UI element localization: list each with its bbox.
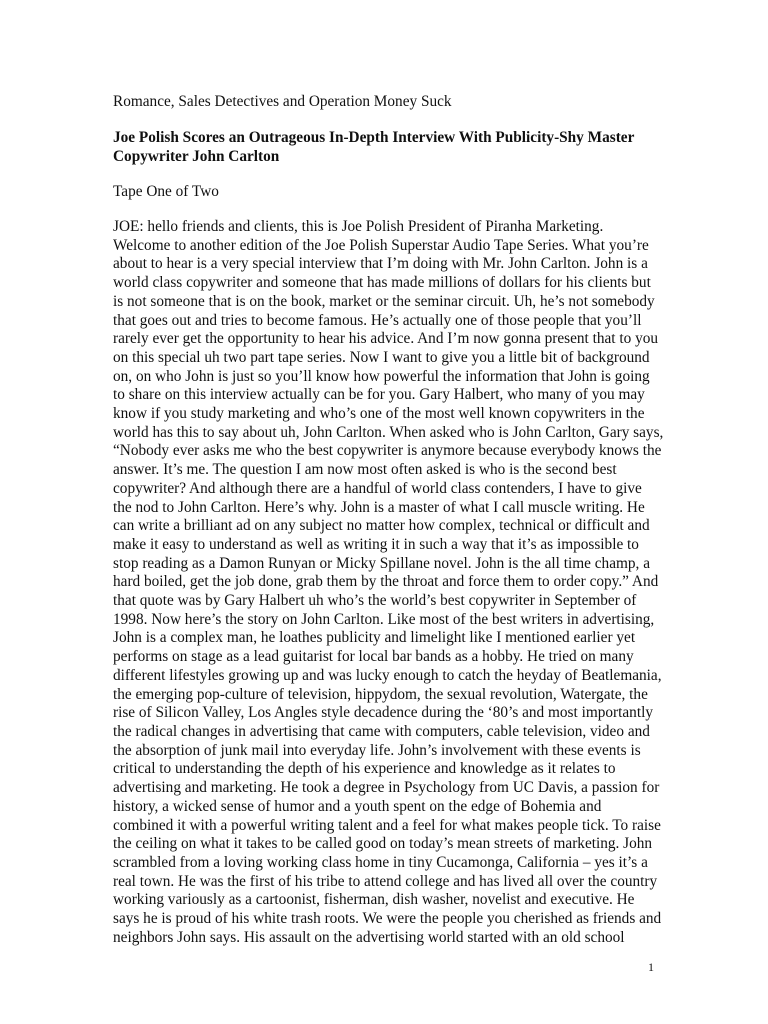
body-text-line: 1998. Now here’s the story on John Carlton. Like most of the best writers in advertising, (113, 610, 655, 628)
tape-label: Tape One of Two (113, 183, 219, 200)
page-number: 1 (648, 960, 654, 974)
body-text-line: working variously as a cartoonist, fisherman, dish washer, novelist and executive. He (113, 891, 635, 909)
body-text-line: that quote was by Gary Halbert uh who’s the world’s best copywriter in September of (113, 592, 637, 610)
body-text-line: “Nobody ever asks me who the best copywriter is anymore because everybody knows the (113, 442, 662, 460)
body-text-line: on, on who John is just so you’ll know how powerful the information that John is going (113, 367, 650, 385)
body-text-line: can write a brilliant ad on any subject no matter how complex, technical or difficult and (113, 517, 650, 535)
body-text-line: scrambled from a loving working class home in tiny Cucamonga, California – yes it’s a (113, 853, 648, 871)
body-text-line: to share on this interview actually can be for you. Gary Halbert, who many of you may (113, 386, 645, 404)
body-text-line: about to hear is a very special interview that I’m doing with Mr. John Carlton. John is a (113, 255, 648, 273)
body-text-line: know if you study marketing and who’s one of the most well known copywriters in the (113, 405, 645, 423)
body-text-line: world class copywriter and someone that has made millions of dollars for his clients but (113, 274, 651, 292)
body-text-line: the nod to John Carlton. Here’s why. John is a master of what I call muscle writing. He (113, 498, 645, 516)
body-text-line: Welcome to another edition of the Joe Polish Superstar Audio Tape Series. What you’re (113, 236, 649, 254)
body-text-line: real town. He was the first of his tribe to attend college and has lived all over the country (113, 872, 658, 890)
body-text-line: different lifestyles growing up and was lucky enough to catch the heyday of Beatlemania, (113, 666, 662, 684)
body-text-line: rarely ever get the opportunity to hear his advice. And I’m now gonna present that to you (113, 330, 659, 348)
body-text-line: the ceiling on what it takes to be called good on today’s mean streets of marketing. John (113, 835, 653, 853)
body-text-line: the emerging pop-culture of television, hippydom, the sexual revolution, Watergate, the (113, 685, 648, 703)
interview-body (113, 218, 673, 947)
body-text-line: combined it with a powerful writing talent and a feel for what makes people tick. To raise (113, 816, 661, 834)
body-text-line: world has this to say about uh, John Carlton. When asked who is John Carlton, Gary says, (113, 423, 664, 441)
interview-headline (113, 128, 673, 166)
body-text-line: says he is proud of his white trash roots. We were the people you cherished as friends and (113, 910, 662, 928)
body-text-line: JOE: hello friends and clients, this is Joe Polish President of Piranha Marketing. (113, 218, 604, 235)
body-text-line: that goes out and tries to become famous. He’s actually one of those people that you’ll (113, 311, 642, 329)
body-text-line: copywriter? And although there are a handful of world class contenders, I have to give (113, 479, 642, 497)
body-text-line: neighbors John says. His assault on the advertising world started with an old school (113, 928, 625, 946)
body-text-line: answer. It’s me. The question I am now most often asked is who is the second best (113, 461, 617, 479)
body-text-line: make it easy to understand as well as writing it in such a way that it’s as impossible to (113, 535, 639, 553)
headline-line: Copywriter John Carlton (113, 148, 280, 165)
body-text-line: the radical changes in advertising that came with computers, cable television, video and (113, 722, 650, 740)
body-text-line: rise of Silicon Valley, Los Angles style decadence during the ‘80’s and most importantly (113, 704, 653, 722)
body-text-line: the absorption of junk mail into everyday life. John’s involvement with these events is (113, 741, 641, 759)
body-text-line: critical to understanding the depth of his experience and knowledge as it relates to (113, 760, 616, 778)
body-text-line: stop reading as a Damon Runyan or Micky Spillane novel. John is the all time champ, a (113, 554, 650, 572)
body-text-line: is not someone that is on the book, market or the seminar circuit. Uh, he’s not somebody (113, 292, 655, 310)
headline-line: Joe Polish Scores an Outrageous In-Depth Interview With Publicity-Shy Master (113, 129, 635, 146)
body-text-line: performs on stage as a lead guitarist for local bar bands as a hobby. He tried on many (113, 648, 634, 666)
body-text-line: on this special uh two part tape series. Now I want to give you a little bit of background (113, 348, 650, 366)
document-title: Romance, Sales Detectives and Operation Money Suck (113, 93, 452, 110)
body-text-line: advertising and marketing. He took a degree in Psychology from UC Davis, a passion for (113, 779, 660, 797)
body-text-line: history, a wicked sense of humor and a youth spent on the edge of Bohemia and (113, 797, 602, 815)
body-text-line: John is a complex man, he loathes publicity and limelight like I mentioned earlier yet (113, 629, 636, 647)
body-text-line: hard boiled, get the job done, grab them by the throat and force them to order copy.” And (113, 573, 659, 591)
